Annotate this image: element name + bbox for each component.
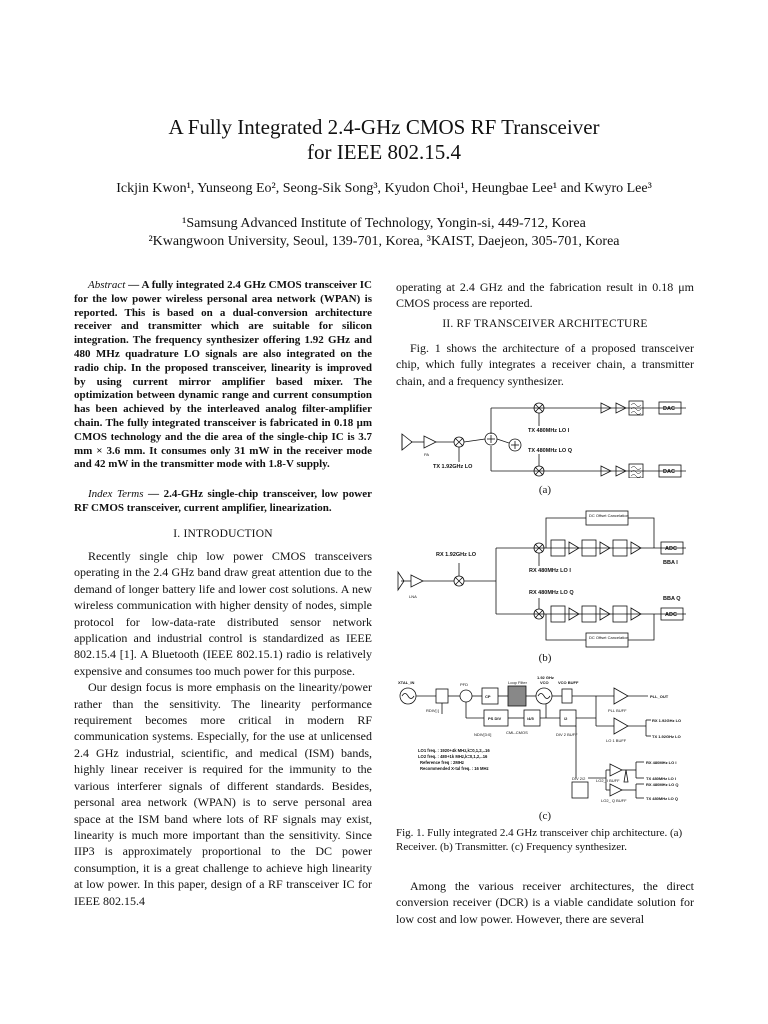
div2-buff-label: DIV 2 BUFF — [556, 732, 578, 737]
affiliations — [0, 215, 768, 251]
paper-title — [0, 115, 768, 165]
figure-1a-label: (a) — [538, 484, 552, 496]
rx-dc-offset-top: DC Offset Cancelation — [589, 513, 629, 518]
tx-480-i-label: TX 480MHz LO I — [646, 776, 677, 781]
lo2-q-buff-label: LO2_ Q BUFF — [601, 798, 627, 803]
title-line-1: A Fully Integrated 2.4-GHz CMOS RF Transceiver — [168, 115, 600, 139]
abstract — [74, 279, 372, 472]
tx-lo-q-label: TX 480MHz LO Q — [528, 448, 573, 454]
xtal-in-label: XTAL_IN — [398, 680, 415, 685]
rx-192-lo-label: RX 1.92GHz LO — [436, 552, 477, 558]
section-2-body — [396, 340, 694, 389]
figure-1a-diagram — [396, 396, 694, 478]
pa-label: PA — [424, 452, 430, 457]
affiliation-line-1: ¹Samsung Advanced Institute of Technology, Yongin-si, 449-712, Korea — [182, 216, 586, 231]
receiver-architecture-paragraph: Among the various receiver architectures, the direct conversion receiver (DCR) is a viable candidate solution for low cost and low power. However, there are several — [396, 879, 694, 926]
lna-label: LNA — [409, 594, 417, 599]
intro-paragraph-2: Our design focus is more emphasis on the linearity/power rather than the sensitivity. The linearity performance requirement becomes more critical in modern RF communication systems. Especially, for the use at unlicensed 2.4 GHz industrial, scientific, and medical (ISM) bands, highly linear receiver is required for the immunity to the various interferer signals of different standards. Besides, personal area network (WPAN) is to serve personal area space at the ISM band where lots of RF signals may exist, linearity is much more important than the sensitivity. Since IIP3 is approximately proportional to the DC power consumption, it is a great challenge to achieve high linearity at low power. In this paper, design of a RF transceiver IC for IEEE 802.15.4 — [74, 680, 372, 908]
tx-480-q-label: TX 480MHz LO Q — [646, 796, 679, 801]
index-terms-text: 2.4-GHz single-chip transceiver, low power RF CMOS transceiver, current amplifier, linearization. — [74, 488, 372, 514]
tx-dac-bottom-label: DAC — [663, 469, 675, 475]
figure-1b-label: (b) — [538, 652, 552, 664]
rx-adc-bottom-label: ADC — [665, 612, 677, 618]
right-column-top — [396, 279, 694, 312]
div22-label: DIV 2/2 — [572, 776, 586, 781]
index-terms-label: Index Terms — [88, 488, 144, 500]
bba-q-label: BBA Q — [663, 596, 681, 602]
loop-filter-label: Loop Filter — [508, 680, 527, 685]
div2-label: /2 — [564, 716, 568, 721]
index-terms-dash: — — [143, 488, 164, 500]
title-line-2: for IEEE 802.15.4 — [307, 140, 461, 164]
abstract-label: Abstract — [88, 279, 126, 291]
lo1-freq-note: LO1 freq. : 1920+4k MHz,k=0,1,2,..16 — [418, 748, 490, 753]
lo2-freq-note: LO2 freq. : 480+1k MHz,k=0,1,2,..16 — [418, 754, 488, 759]
section-1-heading: I. INTRODUCTION — [173, 528, 273, 540]
tx-dac-top-label: DAC — [663, 406, 675, 412]
affiliation-line-2: ²Kwangwoon University, Seoul, 139-701, Korea, ³KAIST, Daejeon, 305-701, Korea — [148, 234, 620, 249]
vco-label: VCO — [540, 680, 549, 685]
pfd-label: PFD — [460, 682, 468, 687]
rx-480-i-label: RX 480MHz LO I — [646, 760, 677, 765]
section-2-heading: II. RF TRANSCEIVER ARCHITECTURE — [442, 318, 648, 330]
reference-freq-note: Reference freq : 2MHz — [420, 760, 464, 765]
rx-dc-offset-bottom: DC Offset Cancelation — [589, 635, 629, 640]
abstract-text: A fully integrated 2.4 GHz CMOS transceiver IC for the low power wireless personal area network (WPAN) is reported. This is based on a dual-conversion architecture receiver and transmitter which are suitable for silicon integration. The frequency synthesizer offering 1.92 GHz and 480 MHz quadrature LO signals are also integrated on the radio chip. In the proposed transceiver, linearity is improved by using current mirror amplifier based mixer. The optimization between dynamic range and current consumption has been achieved by the interleaved analog filter-amplifier chain. The fully integrated transceiver is fabricated in 0.18 μm CMOS technology and the die area of the single-chip IC is 3.7 mm × 3.6 mm. It consumes only 31 mW in the receiver mode and 42 mW in the transmitter mode with 1.8-V supply. — [74, 279, 372, 471]
intro-paragraph-1: Recently single chip low power CMOS transceivers operating in the 2.4 GHz band draw great attention due to the demand of longer battery life and lower cost solutions. A new wireless communication with higher density of nodes, simple protocol for low-data-rate distributed sensor network application and industrial control is standardized as IEEE 802.15.4 [1]. A Bluetooth (IEEE 802.15.1) radio is relatively expensive and consumes too much power for this purpose. — [74, 549, 372, 678]
cp-label: CP — [485, 694, 491, 699]
rx-192-lo-c-label: RX 1.92GHz LO — [652, 718, 682, 723]
tx-192-lo-label: TX 1.92GHz LO — [433, 464, 473, 470]
figure-1b — [396, 508, 694, 650]
pll-buff-label: PLL BUFF — [608, 708, 627, 713]
lo2-i-buff-label: LO2_ I BUFF — [596, 778, 620, 783]
cml-label: CML-CMOS — [506, 730, 528, 735]
author-list: Ickjin Kwon¹, Yunseong Eo², Seong-Sik Song³, Kyudon Choi¹, Heungbae Lee¹ and Kwyro Lee³ — [116, 181, 652, 196]
figure-1-caption: Fig. 1. Fully integrated 2.4 GHz transceiver chip architecture. (a) Receiver. (b) Transmitter. (c) Frequency synthesizer. — [396, 827, 683, 853]
continuation-paragraph: operating at 2.4 GHz and the fabrication result in 0.18 μm CMOS process are reported. — [396, 280, 694, 311]
pll-out-label: PLL_OUT — [650, 694, 669, 699]
figure-1c-label: (c) — [538, 810, 552, 822]
figure-1c-diagram — [396, 674, 694, 804]
ndiv-label: NDIV[3:0] — [474, 732, 492, 737]
vco-buff-label: VCO BUFF — [558, 680, 579, 685]
architecture-paragraph: Fig. 1 shows the architecture of a proposed transceiver chip, which fully integrates a receiver chain, a transmitter chain, and a frequency synthesizer. — [396, 341, 694, 388]
bba-i-label: BBA I — [663, 560, 678, 566]
index-terms — [74, 488, 372, 516]
section-1-body — [74, 548, 372, 909]
figure-1a — [396, 396, 694, 478]
figure-1c — [396, 674, 694, 804]
rx-480-q-label: RX 480MHz LO Q — [646, 782, 679, 787]
div45-label: /4/5 — [527, 716, 534, 721]
tx-lo-i-label: TX 480MHz LO I — [528, 428, 570, 434]
xtal-freq-note: Recommended X-tal freq. : 16 MHz — [420, 766, 489, 771]
ps-div-label: PS DIV — [488, 716, 502, 721]
right-column-bottom — [396, 878, 694, 927]
lo1-buff-label: LO 1 BUFF — [606, 738, 627, 743]
figure-1b-diagram — [396, 508, 694, 650]
rx-adc-top-label: ADC — [665, 546, 677, 552]
vco-freq-label: 1.92 GHz — [537, 675, 554, 680]
tx-192-lo-c-label: TX 1.92GHz LO — [652, 734, 681, 739]
rdiv-label: RDIV[:] — [426, 708, 439, 713]
rx-lo-i-label: RX 480MHz LO I — [529, 568, 571, 574]
rx-lo-q-label: RX 480MHz LO Q — [529, 590, 574, 596]
abstract-dash: — — [125, 279, 142, 291]
